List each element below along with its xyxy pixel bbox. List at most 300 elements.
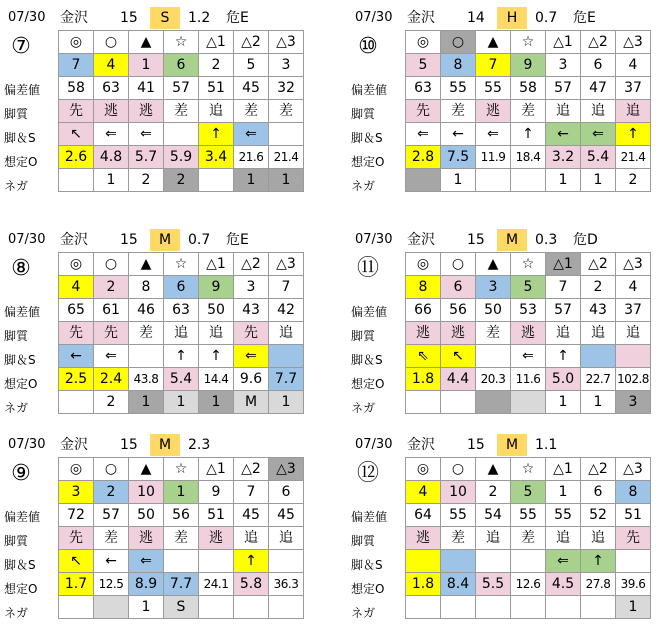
table-cell: 1.7 — [59, 573, 94, 596]
table-cell: 20.3 — [476, 368, 511, 391]
table-cell: 4 — [616, 54, 651, 77]
race-date: 07/30 — [8, 10, 46, 25]
table-cell: 1 — [164, 481, 199, 504]
table-cell — [616, 550, 651, 573]
table-cell: ↑ — [511, 123, 546, 146]
mark-row — [59, 253, 304, 276]
table-cell: 6 — [441, 276, 476, 299]
table-cell: 4.4 — [441, 368, 476, 391]
table-cell: 2 — [94, 391, 129, 414]
table-cell: 102.8 — [616, 368, 651, 391]
table-cell: 1 — [581, 169, 616, 192]
table-cell: 8 — [406, 276, 441, 299]
table-cell: 42 — [269, 299, 304, 322]
table-cell: 追 — [199, 322, 234, 345]
table-cell: 差 — [511, 527, 546, 550]
table-cell — [476, 596, 511, 619]
table-cell: 50 — [476, 299, 511, 322]
race-date: 07/30 — [8, 437, 46, 452]
table-cell: 追 — [164, 322, 199, 345]
row-label: ネガ — [4, 179, 29, 193]
table-cell: 2 — [616, 169, 651, 192]
table-cell: 1 — [234, 169, 269, 192]
table-cell: 先 — [59, 322, 94, 345]
table-cell: △2 — [581, 253, 616, 276]
table-cell — [441, 391, 476, 414]
row-label: 脚＆S — [4, 353, 36, 367]
table-cell: ○ — [94, 253, 129, 276]
table-cell: 8 — [129, 276, 164, 299]
prediction-table — [405, 30, 651, 192]
table-cell — [164, 550, 199, 573]
table-cell: 46 — [129, 299, 164, 322]
row-label: 脚＆S — [351, 558, 383, 572]
table-cell: 6 — [581, 54, 616, 77]
table-cell: 5.7 — [129, 146, 164, 169]
table-cell: 55 — [546, 504, 581, 527]
table-cell: 1 — [129, 54, 164, 77]
table-cell: ○ — [441, 458, 476, 481]
table-cell: 1 — [129, 596, 164, 619]
table-cell — [511, 391, 546, 414]
table-cell — [476, 550, 511, 573]
pace-row — [406, 550, 651, 573]
venue-name: 金沢 — [60, 232, 88, 248]
table-cell: 1 — [269, 169, 304, 192]
table-cell: 1 — [441, 169, 476, 192]
table-cell: 47 — [581, 77, 616, 100]
table-cell: 3 — [234, 276, 269, 299]
horse-number-row — [406, 481, 651, 504]
row-label: 想定O — [351, 582, 385, 596]
venue-name: 金沢 — [407, 232, 435, 248]
row-label: 偏差値 — [351, 305, 388, 319]
table-cell: 9.6 — [234, 368, 269, 391]
row-label: 脚＆S — [351, 353, 383, 367]
table-cell: ○ — [94, 31, 129, 54]
row-label: 想定O — [4, 582, 38, 596]
table-cell — [406, 596, 441, 619]
table-cell — [476, 345, 511, 368]
table-cell: 6 — [269, 481, 304, 504]
table-cell: 2.5 — [59, 368, 94, 391]
table-cell: 9 — [511, 54, 546, 77]
pace-row — [59, 123, 304, 146]
table-cell: 72 — [59, 504, 94, 527]
table-cell: 57 — [94, 504, 129, 527]
table-cell: 逃 — [199, 527, 234, 550]
race-number: ⑪ — [356, 256, 379, 281]
rating-value: 1.1 — [535, 437, 558, 453]
table-cell: 21.4 — [269, 146, 304, 169]
grade-badge: M — [150, 229, 180, 251]
table-cell: ← — [546, 123, 581, 146]
table-cell: △3 — [616, 458, 651, 481]
runner-count: 15 — [120, 10, 138, 26]
table-cell: ⇐ — [406, 123, 441, 146]
table-cell: 追 — [269, 322, 304, 345]
table-cell: 50 — [129, 504, 164, 527]
table-cell: 4 — [616, 276, 651, 299]
row-label: 想定O — [351, 155, 385, 169]
negative-row — [59, 391, 304, 414]
table-cell: 追 — [546, 100, 581, 123]
table-cell: 5.9 — [164, 146, 199, 169]
table-cell: 追 — [616, 100, 651, 123]
row-label: 脚＆S — [4, 131, 36, 145]
row-label: 偏差値 — [4, 510, 41, 524]
table-cell: 32 — [269, 77, 304, 100]
table-cell: 43 — [581, 299, 616, 322]
table-cell: 2.6 — [59, 146, 94, 169]
table-cell: 55 — [476, 77, 511, 100]
table-cell: 51 — [199, 77, 234, 100]
runner-count: 15 — [467, 232, 485, 248]
table-cell: 2 — [164, 169, 199, 192]
rating-value: 0.7 — [535, 10, 558, 26]
table-cell: 7 — [234, 481, 269, 504]
table-cell — [269, 345, 304, 368]
table-cell: 37 — [616, 299, 651, 322]
table-cell: △2 — [234, 253, 269, 276]
table-cell: 追 — [199, 100, 234, 123]
table-cell: 18.4 — [511, 146, 546, 169]
table-cell: 1 — [129, 391, 164, 414]
table-cell — [59, 391, 94, 414]
table-cell — [441, 550, 476, 573]
row-label: 脚質 — [351, 534, 376, 548]
horse-number-row — [59, 54, 304, 77]
mark-row — [406, 458, 651, 481]
rating-value: 1.2 — [188, 10, 211, 26]
table-cell: 5 — [234, 54, 269, 77]
table-cell: △3 — [616, 253, 651, 276]
race-number: ⑩ — [358, 34, 378, 59]
table-cell: 5.4 — [164, 368, 199, 391]
race-number: ⑧ — [11, 256, 31, 281]
table-cell: 57 — [546, 77, 581, 100]
table-cell: 1 — [546, 169, 581, 192]
runner-count: 15 — [467, 437, 485, 453]
table-cell: 8.4 — [441, 573, 476, 596]
table-cell: ☆ — [511, 31, 546, 54]
table-cell: 10 — [129, 481, 164, 504]
table-cell: 43 — [234, 299, 269, 322]
risk-label: 危E — [573, 10, 596, 26]
table-cell: ○ — [441, 31, 476, 54]
table-cell: 12.6 — [511, 573, 546, 596]
table-cell — [164, 123, 199, 146]
table-cell: 7.5 — [441, 146, 476, 169]
deviation-row — [406, 299, 651, 322]
table-cell: 7.7 — [164, 573, 199, 596]
row-label: ネガ — [351, 401, 376, 415]
table-cell — [129, 345, 164, 368]
prediction-table — [58, 30, 304, 192]
table-cell: 61 — [94, 299, 129, 322]
table-cell — [616, 345, 651, 368]
horse-number-row — [59, 481, 304, 504]
table-cell: 2 — [581, 276, 616, 299]
race-number: ⑨ — [11, 461, 31, 486]
running-style-row — [406, 322, 651, 345]
table-cell: 11.9 — [476, 146, 511, 169]
table-cell: 4 — [59, 276, 94, 299]
negative-row — [59, 596, 304, 619]
row-label: ネガ — [4, 401, 29, 415]
table-cell: △3 — [269, 31, 304, 54]
row-label: 脚質 — [351, 107, 376, 121]
table-cell: 逃 — [406, 527, 441, 550]
table-cell — [269, 123, 304, 146]
odds-row — [406, 573, 651, 596]
table-cell: ← — [59, 345, 94, 368]
table-cell: 逃 — [129, 527, 164, 550]
running-style-row — [406, 100, 651, 123]
row-label: ネガ — [351, 179, 376, 193]
table-cell: 追 — [546, 527, 581, 550]
table-cell: 3 — [616, 391, 651, 414]
table-cell: △1 — [546, 458, 581, 481]
table-cell: 9 — [199, 481, 234, 504]
table-cell: ⇐ — [94, 345, 129, 368]
table-cell: △3 — [269, 458, 304, 481]
table-cell: 3 — [476, 276, 511, 299]
table-cell: 21.4 — [616, 146, 651, 169]
table-cell: 先 — [59, 100, 94, 123]
table-cell — [476, 169, 511, 192]
table-cell: ⇐ — [234, 123, 269, 146]
table-cell: △1 — [199, 31, 234, 54]
table-cell: ↑ — [546, 345, 581, 368]
table-cell: 逃 — [476, 100, 511, 123]
table-cell: 24.1 — [199, 573, 234, 596]
row-label: 偏差値 — [351, 83, 388, 97]
table-cell — [511, 596, 546, 619]
table-cell: 27.8 — [581, 573, 616, 596]
table-cell: 5.4 — [581, 146, 616, 169]
table-cell: 8 — [441, 54, 476, 77]
table-cell: ◎ — [59, 31, 94, 54]
deviation-row — [59, 504, 304, 527]
table-cell — [406, 391, 441, 414]
table-cell: ☆ — [511, 458, 546, 481]
table-cell: △3 — [616, 31, 651, 54]
table-cell — [511, 169, 546, 192]
table-cell: 65 — [59, 299, 94, 322]
runner-count: 15 — [120, 437, 138, 453]
table-cell: 追 — [269, 527, 304, 550]
table-cell: 追 — [581, 527, 616, 550]
rating-value: 0.3 — [535, 232, 558, 248]
pace-row — [406, 123, 651, 146]
table-cell: 58 — [59, 77, 94, 100]
grade-badge: M — [497, 434, 527, 456]
negative-row — [406, 391, 651, 414]
table-cell: △3 — [269, 253, 304, 276]
table-cell: ◎ — [59, 458, 94, 481]
table-cell: ↖ — [59, 550, 94, 573]
race-header — [347, 433, 667, 457]
table-cell: ⇖ — [406, 345, 441, 368]
table-cell: 2 — [129, 169, 164, 192]
table-cell: 1 — [269, 391, 304, 414]
table-cell: 追 — [616, 322, 651, 345]
table-cell — [581, 596, 616, 619]
table-cell: 追 — [476, 527, 511, 550]
table-cell: 58 — [511, 77, 546, 100]
rating-value: 0.7 — [188, 232, 211, 248]
table-cell: 6 — [581, 481, 616, 504]
table-cell: 1.8 — [406, 368, 441, 391]
table-cell: 55 — [441, 77, 476, 100]
table-cell: 51 — [199, 504, 234, 527]
table-cell: 4 — [406, 481, 441, 504]
table-cell — [269, 596, 304, 619]
table-cell — [269, 550, 304, 573]
table-cell: 43.8 — [129, 368, 164, 391]
table-cell: 7 — [269, 276, 304, 299]
table-cell: ⇐ — [129, 550, 164, 573]
table-cell: ☆ — [511, 253, 546, 276]
table-cell: 10 — [441, 481, 476, 504]
table-cell: 55 — [511, 504, 546, 527]
mark-row — [406, 31, 651, 54]
grade-badge: M — [150, 434, 180, 456]
table-cell: 1.8 — [406, 573, 441, 596]
row-label: 想定O — [4, 377, 38, 391]
table-cell: ↖ — [441, 345, 476, 368]
table-cell: ▲ — [129, 31, 164, 54]
table-cell: ↑ — [616, 123, 651, 146]
table-cell: 55 — [441, 504, 476, 527]
table-cell: 45 — [234, 77, 269, 100]
table-cell — [406, 550, 441, 573]
table-cell: 7 — [476, 54, 511, 77]
row-label: 脚＆S — [4, 558, 36, 572]
table-cell: 63 — [164, 299, 199, 322]
row-label: ネガ — [4, 606, 29, 620]
race-date: 07/30 — [355, 232, 393, 247]
table-cell: 1 — [546, 391, 581, 414]
row-label: ネガ — [351, 606, 376, 620]
table-cell: 逃 — [441, 322, 476, 345]
grade-badge: M — [497, 229, 527, 251]
table-cell: ↑ — [234, 550, 269, 573]
odds-row — [59, 146, 304, 169]
table-cell: 63 — [94, 77, 129, 100]
race-header — [0, 433, 320, 457]
table-cell: ↑ — [199, 123, 234, 146]
mark-row — [406, 253, 651, 276]
table-cell: ↑ — [164, 345, 199, 368]
row-label: 偏差値 — [4, 305, 41, 319]
table-cell: 2.8 — [406, 146, 441, 169]
grade-badge: S — [150, 7, 180, 29]
horse-number-row — [406, 54, 651, 77]
table-cell: M — [234, 391, 269, 414]
table-cell: 54 — [476, 504, 511, 527]
venue-name: 金沢 — [60, 437, 88, 453]
mark-row — [59, 31, 304, 54]
table-cell — [441, 596, 476, 619]
table-cell: 3 — [546, 54, 581, 77]
table-cell: 5.5 — [476, 573, 511, 596]
pace-row — [406, 345, 651, 368]
rating-value: 2.3 — [188, 437, 211, 453]
table-cell: ⇐ — [476, 123, 511, 146]
odds-row — [406, 368, 651, 391]
table-cell: 差 — [164, 100, 199, 123]
odds-row — [406, 146, 651, 169]
table-cell — [59, 169, 94, 192]
table-cell: 差 — [164, 527, 199, 550]
race-date: 07/30 — [355, 10, 393, 25]
table-cell: 追 — [581, 100, 616, 123]
running-style-row — [406, 527, 651, 550]
table-cell: 1 — [164, 391, 199, 414]
table-cell: 57 — [546, 299, 581, 322]
negative-row — [406, 169, 651, 192]
pace-row — [59, 345, 304, 368]
table-cell: ↑ — [199, 345, 234, 368]
prediction-table — [58, 252, 304, 414]
table-cell: 差 — [441, 100, 476, 123]
table-cell: ○ — [94, 458, 129, 481]
risk-label: 危D — [573, 232, 598, 248]
table-cell: 3 — [269, 54, 304, 77]
table-cell: 4.5 — [546, 573, 581, 596]
table-cell: ⇐ — [546, 550, 581, 573]
table-cell: 2 — [94, 276, 129, 299]
table-cell — [199, 550, 234, 573]
table-cell: △1 — [199, 458, 234, 481]
runner-count: 14 — [467, 10, 485, 26]
table-cell: 50 — [199, 299, 234, 322]
table-cell: 45 — [269, 504, 304, 527]
venue-name: 金沢 — [60, 10, 88, 26]
table-cell: 4 — [94, 54, 129, 77]
race-header — [347, 6, 667, 30]
table-cell: ▲ — [476, 458, 511, 481]
table-cell: ▲ — [476, 253, 511, 276]
table-cell — [94, 596, 129, 619]
table-cell: 22.7 — [581, 368, 616, 391]
table-cell: ← — [94, 550, 129, 573]
race-date: 07/30 — [8, 232, 46, 247]
table-cell: ↑ — [581, 550, 616, 573]
table-cell — [59, 596, 94, 619]
table-cell: ◎ — [406, 31, 441, 54]
prediction-table — [58, 457, 304, 619]
table-cell: 追 — [546, 322, 581, 345]
table-cell: 37 — [616, 77, 651, 100]
race-date: 07/30 — [355, 437, 393, 452]
deviation-row — [59, 77, 304, 100]
table-cell — [234, 596, 269, 619]
table-cell: 56 — [441, 299, 476, 322]
table-cell: △2 — [581, 458, 616, 481]
table-cell: 差 — [441, 527, 476, 550]
prediction-table — [405, 457, 651, 619]
table-cell: 2 — [476, 481, 511, 504]
table-cell: ⇐ — [511, 345, 546, 368]
table-cell: 5 — [511, 481, 546, 504]
venue-name: 金沢 — [407, 437, 435, 453]
table-cell: ← — [441, 123, 476, 146]
table-cell — [546, 596, 581, 619]
table-cell: 2 — [94, 481, 129, 504]
